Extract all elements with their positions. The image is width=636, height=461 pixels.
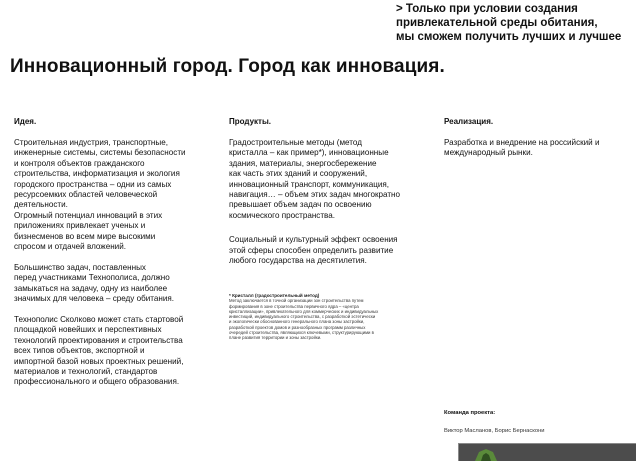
text-line: строительства, информатизация и экология <box>14 169 180 179</box>
idea-heading: Идея. <box>14 117 37 126</box>
text-line: как часть этих зданий и сооружений, <box>229 169 368 179</box>
text-line: значимых для человека – среду обитания. <box>14 294 174 304</box>
text-line: Социальный и культурный эффект освоения <box>229 235 398 245</box>
text-line: Огромный потенциал инноваций в этих <box>14 210 163 220</box>
text-line: Технополис Сколково может стать стартовой <box>14 314 184 324</box>
footnote-heading: * Кристалл (градостроительный метод) <box>229 293 320 298</box>
footnote-line: плане развития территории и зоны застройки. <box>229 335 322 341</box>
footnote-line: Метод заключается в точной организации зон строительства путем <box>229 298 364 304</box>
text-line: бизнесменов во всем мире высокими <box>14 231 156 241</box>
team-names: Виктор Масланов, Борис Бернаскони <box>444 428 545 434</box>
text-line: Большинство задач, поставленных <box>14 262 146 272</box>
text-line: инновационный транспорт, коммуникация, <box>229 179 389 189</box>
text-line: перед участниками Технополиса, должно <box>14 273 170 283</box>
tagline-line: мы сможем получить лучших и лучшее <box>396 31 622 43</box>
footnote-line: инвестиций, индивидуального строительства, с разработкой эстетически <box>229 314 376 320</box>
footnote <box>229 293 435 341</box>
realization-column <box>444 138 634 169</box>
page-title: Инновационный город. Город как инновация. <box>10 56 445 77</box>
footnote-line: и экологически обоснованного генерального плана зоны застройки, <box>229 319 365 325</box>
text-line: этой сферы способен определить развитие <box>229 245 394 255</box>
text-line: материалов и технологий, стандартов <box>14 366 158 376</box>
text-line: международный рынки. <box>444 148 533 158</box>
realization-heading: Реализация. <box>444 117 494 126</box>
thumbnail-image <box>458 443 636 461</box>
products-heading: Продукты. <box>229 117 272 126</box>
team-heading: Команда проекта: <box>444 410 496 416</box>
text-line: инженерные системы, системы безопасности <box>14 148 186 158</box>
text-line: технологий проектирования и строительства <box>14 335 183 345</box>
text-line: деятельности. <box>14 200 68 210</box>
realization-paragraph <box>444 138 634 159</box>
idea-column <box>14 138 224 398</box>
products-column <box>229 138 435 277</box>
text-line: спросом и отдачей вложений. <box>14 242 126 252</box>
idea-paragraph-1 <box>14 138 224 252</box>
text-line: кристалла – как пример*), инновационные <box>229 148 389 158</box>
footnote-line: кристаллизации», привлекательного для коммерческих и индивидуальных <box>229 308 379 314</box>
text-line: замыкаться на задачу, одну из наиболее <box>14 283 168 293</box>
text-line: всех типов объектов, экспортной и <box>14 346 145 356</box>
footnote-line: разработкой проектов домов и разнообразных программ различных <box>229 324 366 330</box>
text-line: ресурсоемких областей человеческой <box>14 190 158 200</box>
text-line: Градостроительные методы (метод <box>229 138 362 147</box>
tagline-line: > Только при условии создания <box>396 3 578 15</box>
products-paragraph-2 <box>229 235 435 266</box>
idea-paragraph-3 <box>14 315 224 388</box>
logo-icon <box>473 448 499 461</box>
text-line: Разработка и внедрение на российский и <box>444 138 600 147</box>
idea-paragraph-2 <box>14 263 224 305</box>
footnote-line: формирования в зоне строительства первичного ядра – «центра <box>229 303 359 309</box>
text-line: профессионального и общего образования. <box>14 377 180 387</box>
tagline <box>396 2 634 44</box>
text-line: городского пространства – одни из самых <box>14 179 172 189</box>
text-line: любого государства на десятилетия. <box>229 256 367 266</box>
footnote-line: очередей строительства, являющихся ключевыми, структурирующими в <box>229 330 374 336</box>
tagline-line: привлекательной среды обитания, <box>396 17 598 29</box>
products-paragraph-1 <box>229 138 435 221</box>
text-line: превышает объем задач по освоению <box>229 200 372 210</box>
text-line: здания, материалы, энергосбережение <box>229 158 377 168</box>
text-line: приложениях привлекает ученых и <box>14 221 146 231</box>
text-line: навигация… – объем этих задач многократно <box>229 190 400 200</box>
text-line: импортной базой новых проектных решений, <box>14 356 184 366</box>
text-line: площадкой новейших и перспективных <box>14 325 162 335</box>
text-line: космического пространства. <box>229 210 336 220</box>
text-line: Строительная индустрия, транспортные, <box>14 138 168 147</box>
text-line: и контроля объектов гражданского <box>14 158 145 168</box>
